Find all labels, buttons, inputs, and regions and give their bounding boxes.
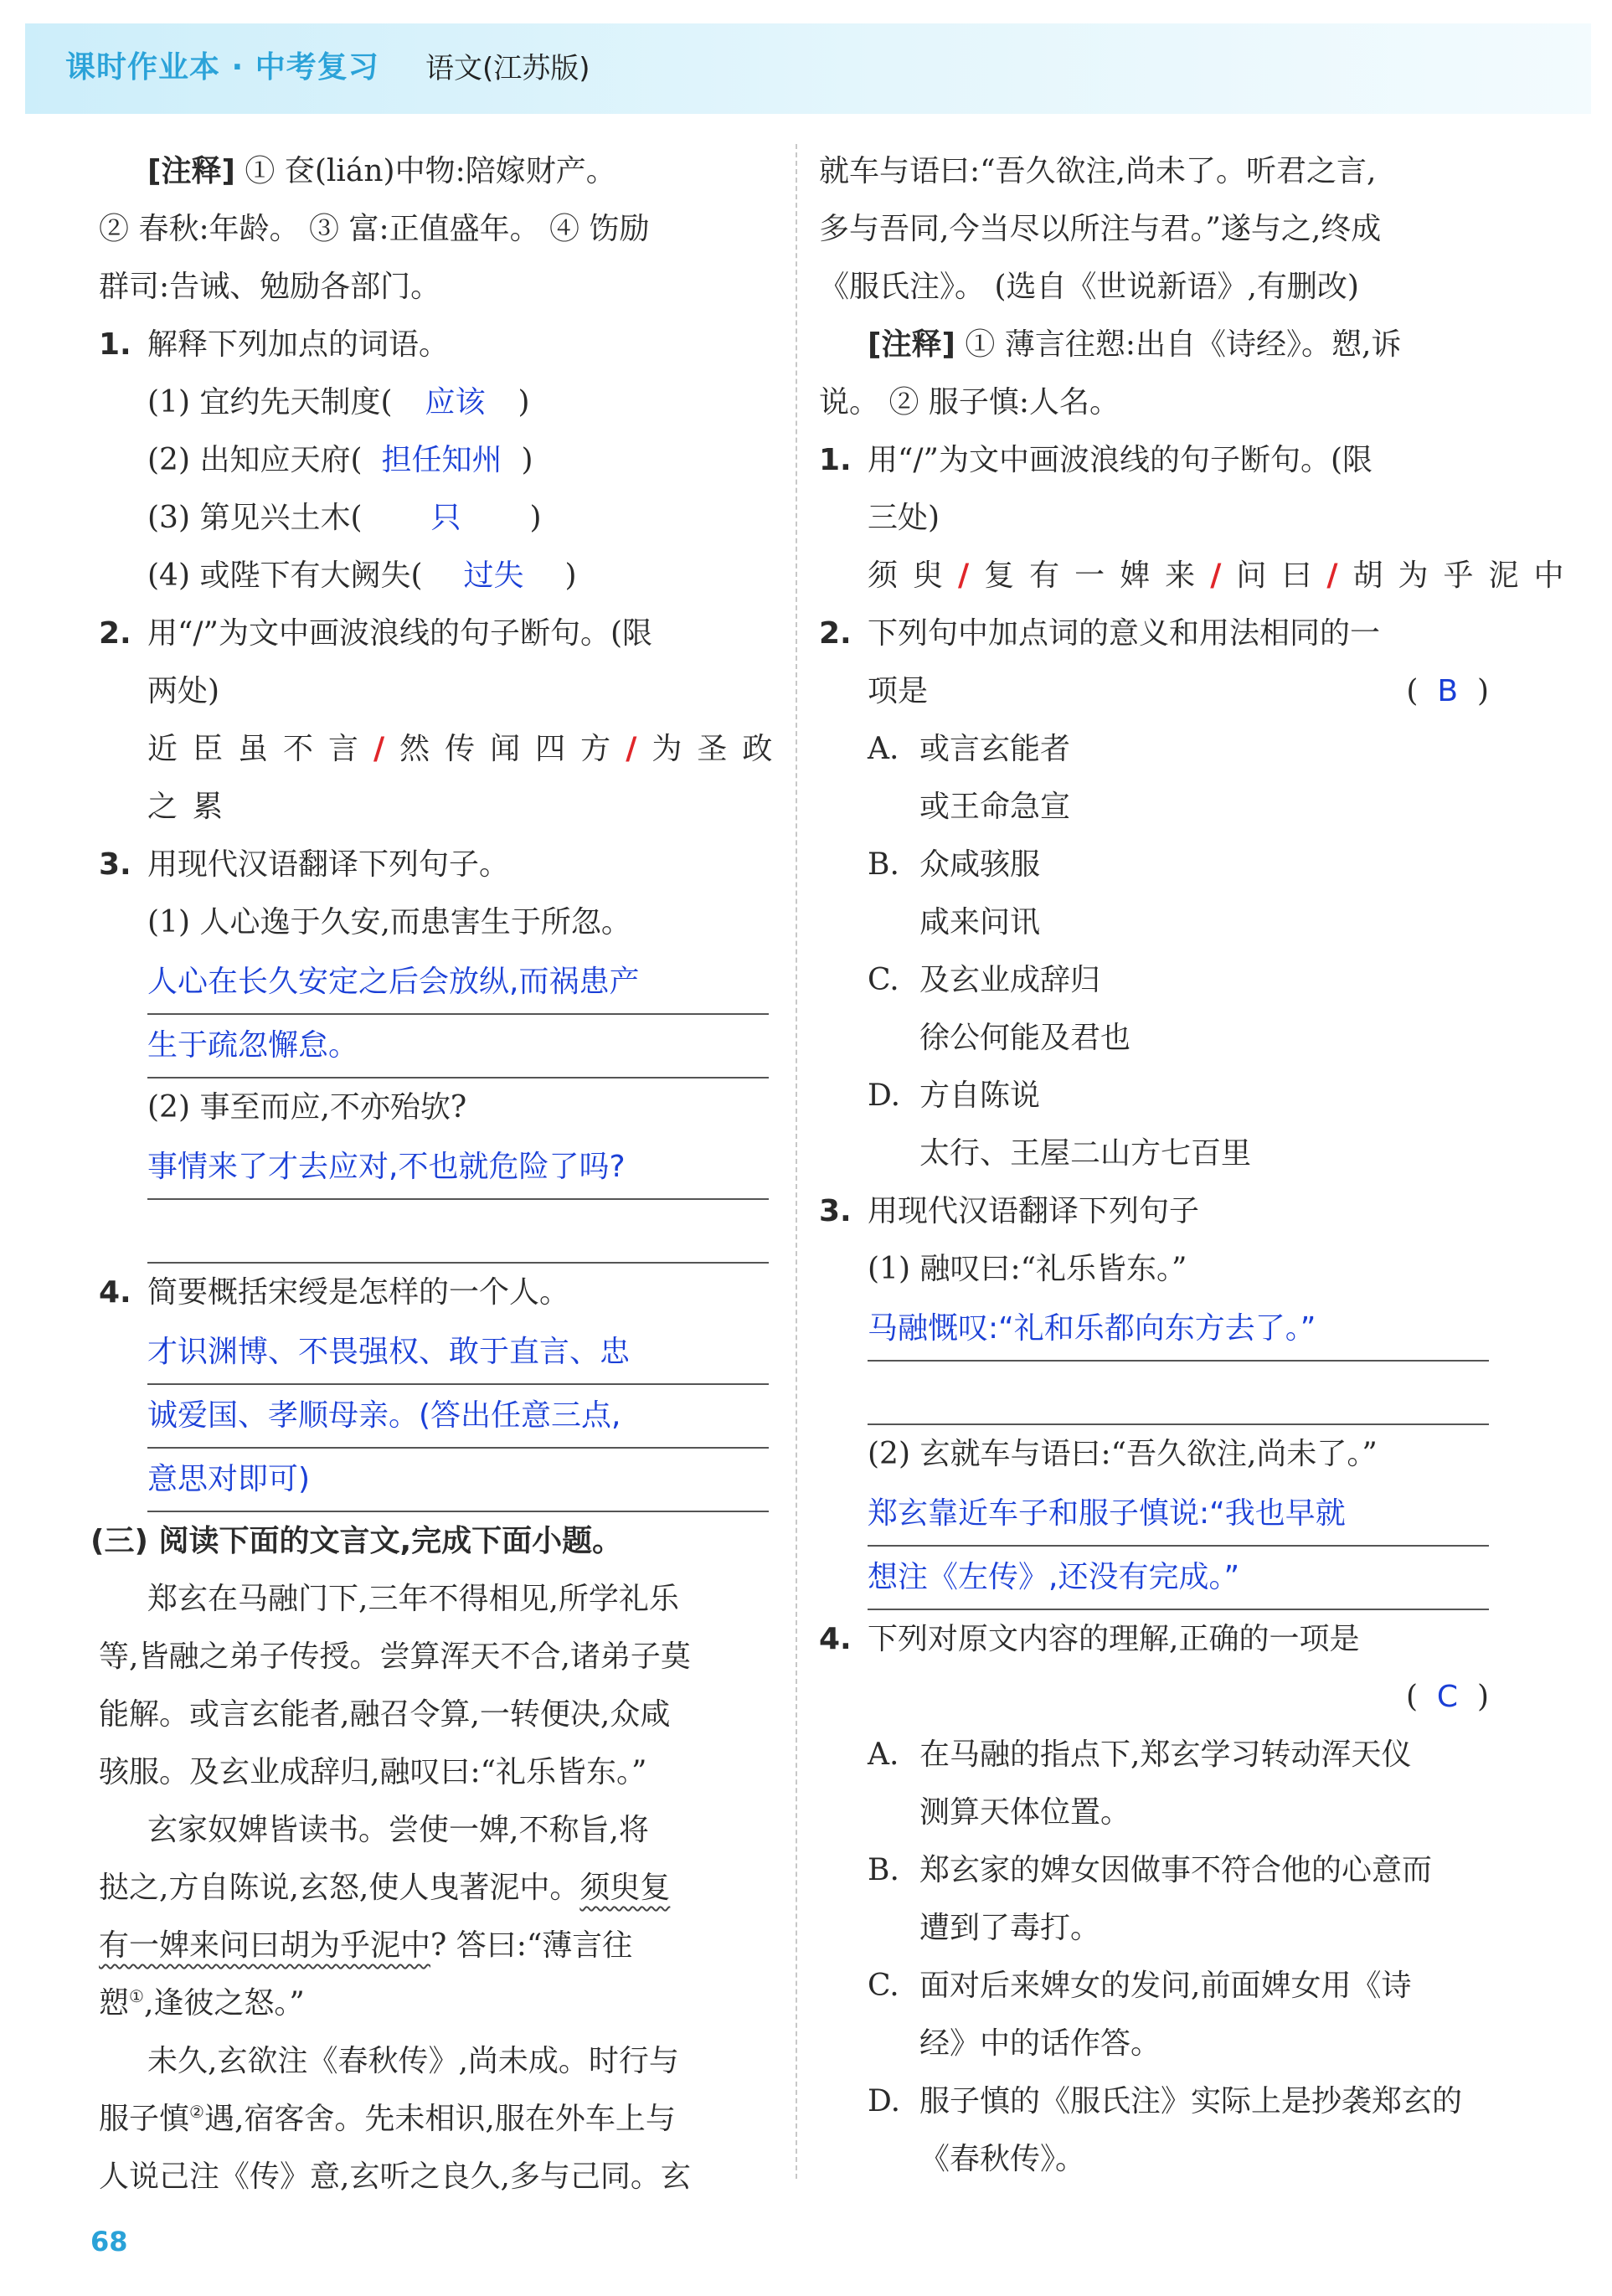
question-4 [99, 1264, 769, 1321]
answer-text: 只 [430, 501, 461, 535]
answer-text: 过失 [463, 559, 524, 593]
passage-line: 能解。或言玄能者,融召令算,一转便决,众咸 [99, 1697, 671, 1732]
sub-sentence: (1) 人心逸于久安,而患害生于所忽。 [147, 905, 631, 940]
passage-text: 遇,宿客舍。先未相识,服在外车上与 [203, 2102, 676, 2136]
question-text-cont [819, 662, 1489, 720]
question-number: 2. [819, 616, 852, 651]
passage-line [99, 2090, 769, 2148]
question-number: 1. [99, 327, 131, 362]
option-text: 徐公何能及君也 [919, 1021, 1131, 1055]
answer-text: 担任知州 [381, 443, 502, 477]
segment: 然传闻四方 [399, 732, 626, 766]
option-text: 郑玄家的婢女因做事不符合他的心意而 [919, 1853, 1433, 1887]
option-text: 及玄业成辞归 [919, 963, 1101, 997]
subject-label: 语文(江苏版) [425, 52, 590, 85]
option-label: B. [868, 1853, 899, 1887]
passage-line: 郑玄在马融门下,三年不得相见,所学礼乐 [147, 1582, 679, 1616]
sentence-segmentation [99, 720, 788, 778]
answer-line: 才识渊博、不畏强权、敢于直言、忠 [147, 1321, 769, 1385]
question-text: 用现代汉语翻译下列句子 [868, 1194, 1200, 1228]
option [819, 1957, 1489, 2015]
sub-sentence: (1) 融叹曰:“礼乐皆东。” [868, 1252, 1187, 1286]
note-line: ② 春秋:年龄。 ③ 富:正值盛年。 ④ 饬励 [99, 212, 650, 246]
sub-item [99, 431, 769, 489]
answer-line: 生于疏忽懈怠。 [147, 1015, 769, 1079]
wavy-underlined-text: 须臾复 [579, 1871, 671, 1905]
note-text: ① 奁(lián)中物:陪嫁财产。 [245, 154, 616, 188]
question-number: 4. [99, 1275, 131, 1310]
sub-sentence: (2) 玄就车与语曰:“吾久欲注,尚未了。” [868, 1437, 1378, 1471]
page-number: 68 [90, 2226, 128, 2257]
passage-line [99, 1859, 769, 1917]
question-text: 用现代汉语翻译下列句子。 [147, 847, 510, 882]
break-mark: / [1210, 558, 1237, 593]
option [819, 1841, 1489, 1899]
sub-sentence: (2) 事至而应,不亦殆欤? [147, 1090, 467, 1125]
question-1 [99, 316, 769, 373]
paren-close: ) [518, 385, 530, 420]
question-2 [819, 605, 1489, 662]
passage-line [99, 1974, 769, 2032]
option [819, 1067, 1489, 1125]
passage-text: 服子慎 [99, 2102, 190, 2136]
question-text-cont: 三处) [868, 501, 940, 535]
sub-item [99, 489, 769, 547]
option-text: 服子慎的《服氏注》实际上是抄袭郑玄的 [919, 2084, 1463, 2118]
option-text: 或言玄能者 [919, 732, 1071, 766]
option-text: 太行、王屋二山方七百里 [919, 1136, 1252, 1171]
item-label: (4) 或陛下有大阙失( [147, 559, 423, 593]
answer-choice: C [1436, 1680, 1459, 1714]
passage-line: 玄家奴婢皆读书。尝使一婢,不称旨,将 [147, 1813, 649, 1847]
passage-text: ,逢彼之怒。” [143, 1986, 305, 2021]
left-column [90, 142, 788, 2206]
note-line [99, 142, 769, 200]
question-text: 项是 [868, 674, 929, 708]
question-text: 用“/”为文中画波浪线的句子断句。(限 [868, 443, 1373, 477]
answer-line: 意思对即可) [147, 1449, 769, 1512]
paren-close: ) [564, 559, 577, 593]
option-label: A. [868, 1737, 899, 1772]
segment: 胡为乎泥中 [1352, 559, 1579, 593]
option-label: B. [868, 847, 899, 882]
option-label: D. [868, 2084, 901, 2118]
passage-text: 挞之,方自陈说,玄怒,使人曳著泥中。 [99, 1871, 580, 1905]
option-text: 众咸骇服 [919, 847, 1041, 882]
sentence-cont: 之累 [147, 790, 239, 824]
answer-line: 诚爱国、孝顺母亲。(答出任意三点, [147, 1385, 769, 1449]
segment: 须臾 [868, 559, 959, 593]
question-number: 2. [99, 616, 131, 651]
note-line [819, 316, 1489, 373]
segment: 复有一婢来 [984, 559, 1211, 593]
answer-line: 人心在长久安定之后会放纵,而祸患产 [147, 951, 769, 1015]
note-line: 说。 ② 服子慎:人名。 [819, 385, 1120, 420]
footnote-mark: ② [189, 2102, 204, 2122]
break-mark: / [626, 731, 652, 766]
option-text: 测算天体位置。 [919, 1795, 1131, 1830]
sentence-segmentation [819, 547, 1579, 605]
question-number: 3. [99, 847, 131, 882]
blank-answer-line [868, 1362, 1489, 1425]
paren-close: ) [521, 443, 533, 477]
question-3 [819, 1182, 1489, 1240]
option-text: 经》中的话作答。 [919, 2026, 1161, 2061]
answer-text: 应该 [425, 385, 486, 420]
note-label: [注释] [147, 154, 235, 188]
option-text: 或王命急宣 [919, 790, 1071, 824]
question-text: 用“/”为文中画波浪线的句子断句。(限 [147, 616, 652, 651]
question-text: 下列句中加点词的意义和用法相同的一 [868, 616, 1381, 651]
right-column [819, 142, 1579, 2188]
item-label: (2) 出知应天府( [147, 443, 363, 477]
passage-line: 等,皆融之弟子传授。尝算浑天不合,诸弟子莫 [99, 1640, 691, 1674]
option-text: 方自陈说 [919, 1079, 1041, 1113]
question-4 [819, 1610, 1489, 1668]
question-text-cont: 两处) [147, 674, 220, 708]
passage-text: 愬 [99, 1986, 130, 2021]
note-line: 群司:告诫、勉励各部门。 [99, 270, 441, 304]
section-heading: (三) 阅读下面的文言文,完成下面小题。 [90, 1524, 623, 1558]
page-header [25, 23, 1591, 114]
option-text: 咸来问讯 [919, 905, 1041, 940]
passage-text: ? 答曰:“薄言往 [430, 1928, 633, 1963]
answer-line: 郑玄靠近车子和服子慎说:“我也早就 [868, 1483, 1489, 1547]
answer-line: 事情来了才去应对,不也就危险了吗? [147, 1136, 769, 1200]
option [819, 951, 1489, 1009]
passage-line: 《服氏注》。 (选自《世说新语》,有删改) [819, 270, 1359, 304]
note-text: ① 薄言往愬:出自《诗经》。愬,诉 [965, 327, 1402, 362]
book-series-title: 课时作业本 · 中考复习 [65, 50, 379, 85]
question-2 [99, 605, 769, 662]
option-text: 遭到了毒打。 [919, 1911, 1101, 1945]
footnote-mark: ① [129, 1986, 144, 2006]
option-text: 面对后来婢女的发问,前面婢女用《诗 [919, 1969, 1412, 2003]
question-number: 4. [819, 1622, 852, 1656]
wavy-underlined-text: 有一婢来问曰胡为乎泥中 [99, 1928, 431, 1963]
passage-line: 骇服。及玄业成辞归,融叹曰:“礼乐皆东。” [99, 1755, 647, 1789]
blank-answer-line [147, 1200, 769, 1264]
question-3 [99, 836, 769, 893]
sub-item [99, 373, 769, 431]
passage-line: 未久,玄欲注《春秋传》,尚未成。时行与 [147, 2044, 679, 2078]
item-label: (1) 宜约先天制度( [147, 385, 393, 420]
question-number: 1. [819, 443, 852, 477]
note-label: [注释] [868, 327, 955, 362]
passage-line: 多与吾同,今当尽以所注与君。”遂与之,终成 [819, 212, 1382, 246]
segment: 近臣虽不言 [147, 732, 374, 766]
break-mark: / [958, 558, 985, 593]
passage-line: 人说己注《传》意,玄听之良久,多与己同。玄 [99, 2160, 691, 2194]
question-number: 3. [819, 1194, 852, 1228]
column-divider [796, 144, 797, 2179]
answer-line: 想注《左传》,还没有完成。” [868, 1547, 1489, 1610]
option [819, 2072, 1489, 2130]
option-label: C. [868, 1969, 899, 2003]
option [819, 1726, 1489, 1784]
sub-item [99, 547, 769, 605]
option-label: D. [868, 1079, 901, 1113]
item-label: (3) 第见兴土木( [147, 501, 363, 535]
question-1 [819, 431, 1489, 489]
break-mark: / [1326, 558, 1353, 593]
passage-line [99, 1917, 769, 1974]
option-label: C. [868, 963, 899, 997]
answer-choice: B [1437, 674, 1459, 708]
option-text: 《春秋传》。 [919, 2142, 1086, 2176]
passage-line: 就车与语曰:“吾久欲注,尚未了。听君之言, [819, 154, 1377, 188]
answer-paren: ( C ) [1405, 1680, 1489, 1714]
question-text: 简要概括宋绶是怎样的一个人。 [147, 1275, 570, 1310]
segment: 为圣政 [651, 732, 788, 766]
paren-close: ) [529, 501, 542, 535]
question-text: 解释下列加点的词语。 [147, 327, 450, 362]
option-label: A. [868, 732, 899, 766]
option-text: 在马融的指点下,郑玄学习转动浑天仪 [919, 1737, 1412, 1772]
option [819, 720, 1489, 778]
break-mark: / [373, 731, 400, 766]
answer-paren: ( B ) [1406, 674, 1489, 708]
option [819, 836, 1489, 893]
question-text: 下列对原文内容的理解,正确的一项是 [868, 1622, 1360, 1656]
answer-line: 马融慨叹:“礼和乐都向东方去了。” [868, 1298, 1489, 1362]
segment: 问曰 [1236, 559, 1327, 593]
